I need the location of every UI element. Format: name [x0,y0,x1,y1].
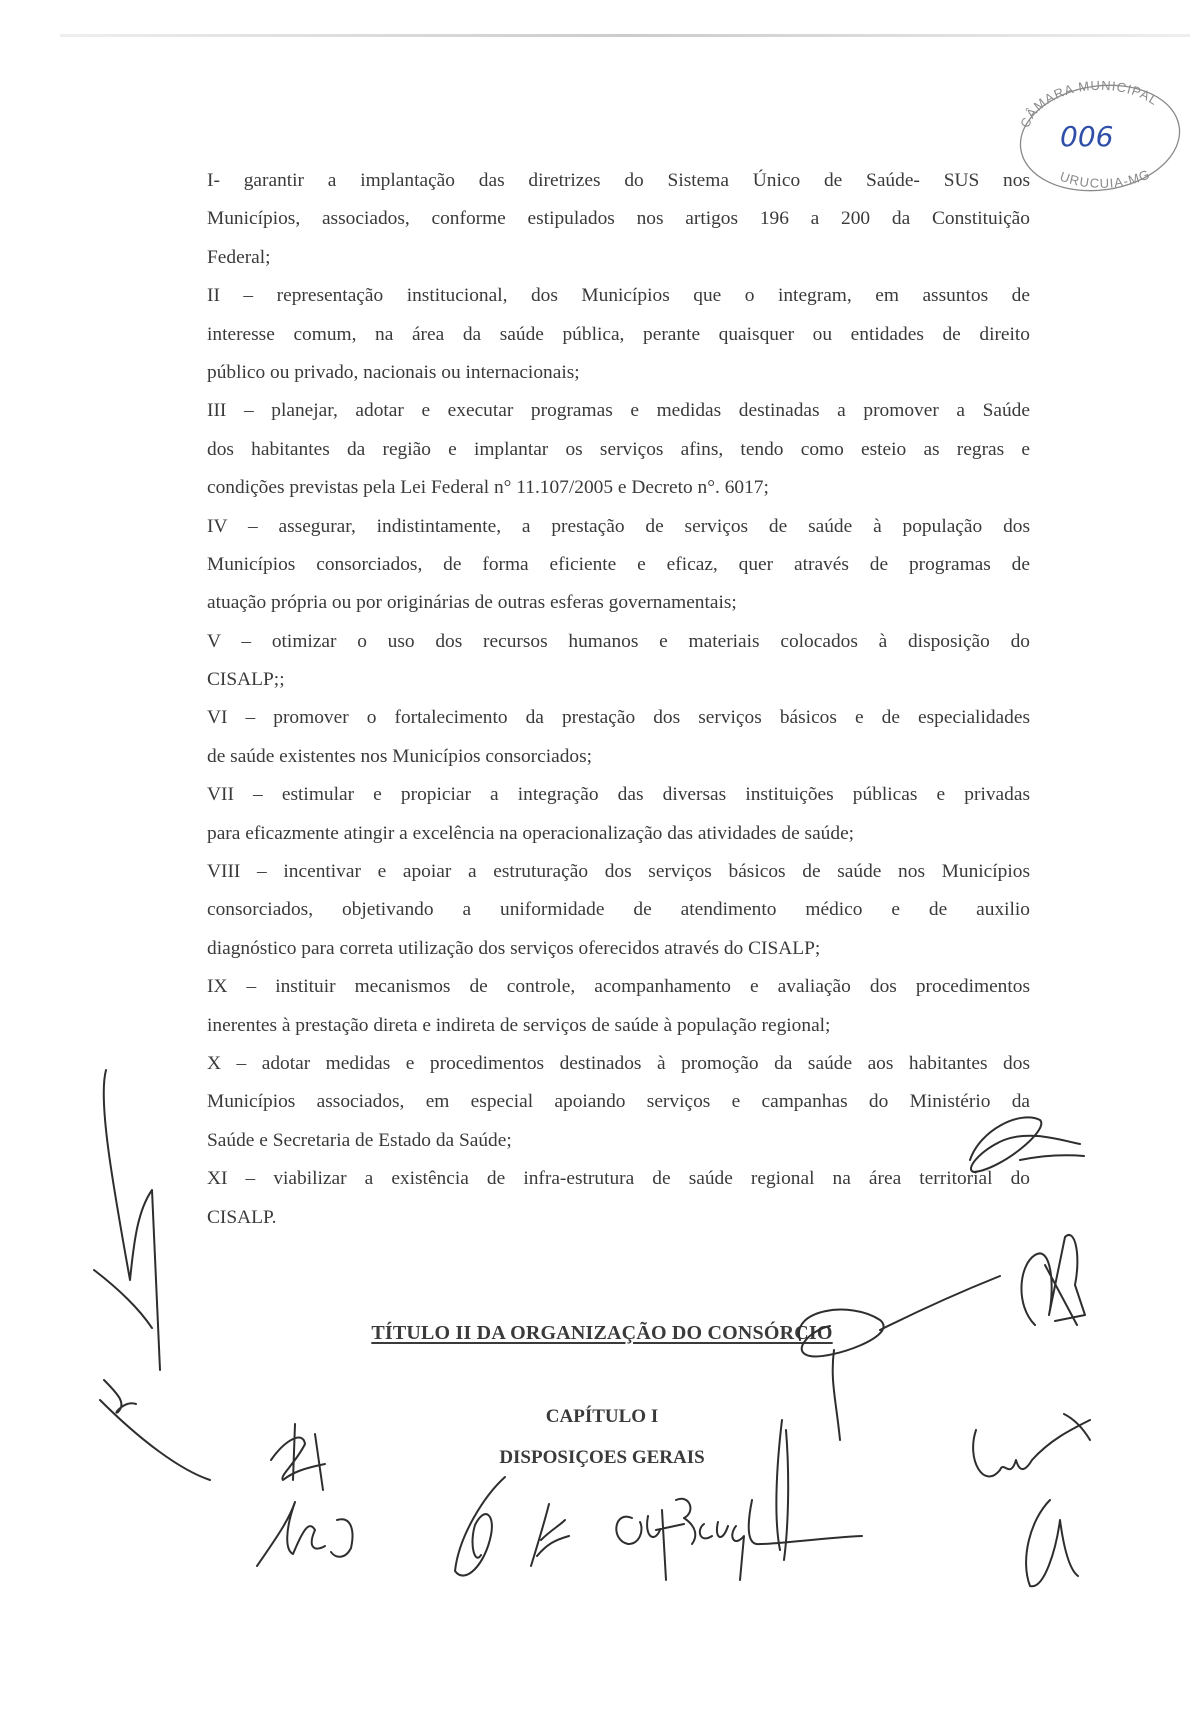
signature-left-margin [90,1040,230,1480]
text-line: Municípios associados, em especial apoiando serviços e campanhas do Ministério da [207,1091,1030,1113]
text-line: VI – promover o fortalecimento da prestação dos serviços básicos e de especialidades [207,707,1030,729]
text-line: II – representação institucional, dos Municípios que o integram, em assuntos de [207,285,1030,307]
text-line: IV – assegurar, indistintamente, a prestação de serviços de saúde à população dos [207,515,1030,537]
signature-loop [445,1475,525,1585]
title-heading: TÍTULO II DA ORGANIZAÇÃO DO CONSÓRCIO [371,1322,833,1344]
svg-text:URUCUIA-MG [1058,166,1152,191]
text-line: VII – estimular e propiciar a integração das diversas instituições públicas e privadas [207,784,1030,806]
municipal-stamp [1010,78,1186,196]
text-line: Saúde e Secretaria de Estado da Saúde; [207,1129,512,1151]
section-heading: DISPOSIÇOES GERAIS [499,1447,705,1468]
text-line: Municípios consorciados, de forma eficiente e eficaz, quer através de programas de [207,553,1030,575]
text-line: III – planejar, adotar e executar programas e medidas destinadas a promover a Saúde [207,400,1030,422]
signature-right-3 [960,1400,1100,1600]
stamp-bottom-text: URUCUIA-MG [1058,166,1153,191]
text-line: CISALP. [207,1206,277,1228]
chapter-heading: CAPÍTULO I [545,1406,659,1427]
text-line: CISALP;; [207,669,285,691]
text-line: condições previstas pela Lei Federal n° 11.107/2005 e Decreto n°. 6017; [207,477,769,499]
text-line: X – adotar medidas e procedimentos destinados à promoção da saúde aos habitantes dos [207,1052,1030,1074]
document-body [207,162,1030,1237]
text-line: I- garantir a implantação das diretrizes do Sistema Único de Saúde- SUS nos [207,170,1030,191]
signature-initials-1 [265,1420,345,1500]
text-line: para eficazmente atingir a excelência na operacionalização das atividades de saúde; [207,822,855,844]
scan-edge-shadow [60,34,1190,37]
text-line: interesse comum, na área da saúde pública, perante quaisquer ou entidades de direito [207,323,1030,345]
signature-initials-2 [255,1490,365,1570]
signature-right-1 [960,1110,1090,1190]
text-line: Municípios, associados, conforme estipulados nos artigos 196 a 200 da Constituição [207,208,1030,230]
text-line: Federal; [207,246,271,268]
text-line: consorciados, objetivando a uniformidade de atendimento médico e de auxilio [207,899,1030,921]
text-line: IX – instituir mecanismos de controle, acompanhamento e avaliação dos procedimentos [207,976,1030,998]
text-line: VIII – incentivar e apoiar a estruturação dos serviços básicos de saúde nos Municípios [207,861,1030,883]
text-line: diagnóstico para correta utilização dos serviços oferecidos através do CISALP; [207,937,821,959]
text-line: público ou privado, nacionais ou internacionais; [207,361,580,383]
text-line: inerentes à prestação direta e indireta de serviços de saúde à população regional; [207,1014,831,1036]
signature-cafrangel [600,1440,870,1590]
signature-small [525,1500,575,1570]
signature-right-2 [1015,1225,1095,1335]
text-line: V – otimizar o uso dos recursos humanos e materiais colocados à disposição do [207,630,1030,652]
text-line: de saúde existentes nos Municípios consorciados; [207,745,593,767]
text-line: XI – viabilizar a existência de infra-estrutura de saúde regional na área territorial do [207,1168,1030,1190]
text-line: dos habitantes da região e implantar os serviços afins, tendo como esteio as regras e [207,438,1030,460]
stamp-number: 006 [1060,120,1114,153]
signature-top-right [790,1240,1030,1390]
text-line: atuação própria ou por originárias de outras esferas governamentais; [207,592,737,614]
stamp-top-text: CÂMARA MUNICIPAL [1017,78,1162,130]
